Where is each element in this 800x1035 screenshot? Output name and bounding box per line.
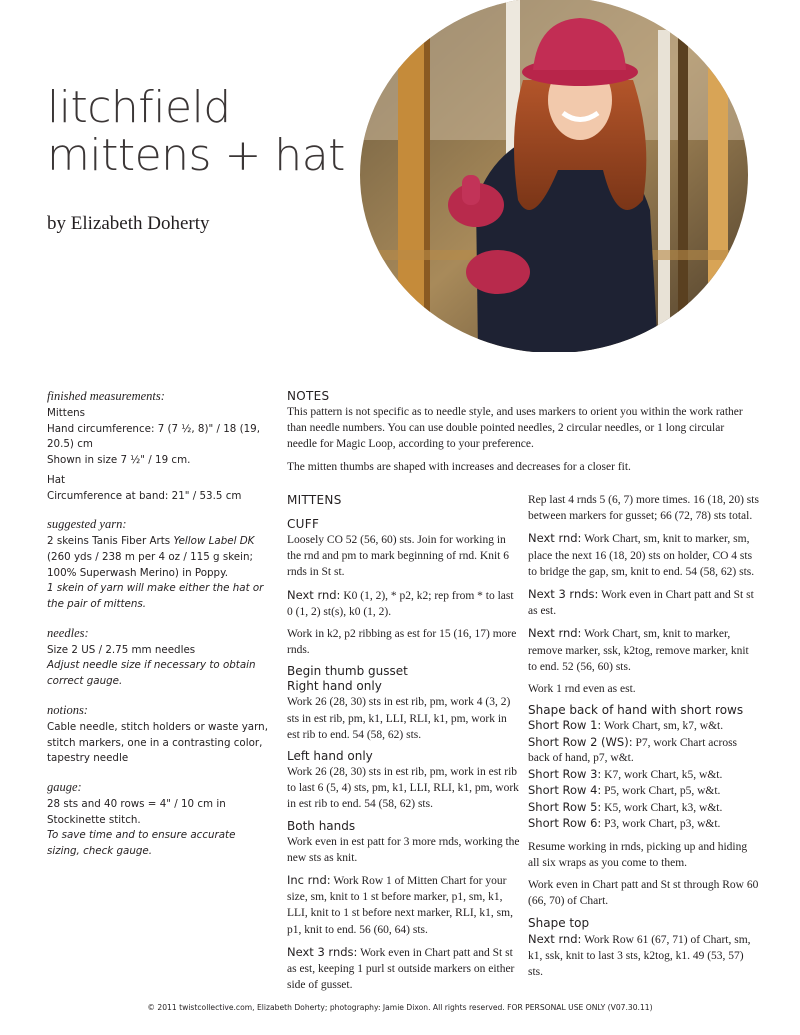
next-rnd-holder <box>528 530 760 580</box>
right-hand-paragraph: Work 26 (28, 30) sts in est rib, pm, work 4 (3, 2) sts in est rib, pm, k1, LLI, RLI, k1, pm, work in est rib to end. 54 (58, 62) sts. <box>287 696 511 741</box>
hat-label: Hat <box>47 473 66 486</box>
yarn-note: 1 skein of yarn will make either the hat or the pair of mittens. <box>47 582 264 611</box>
short-rows-heading: Shape back of hand with short rows <box>528 703 744 718</box>
gauge-heading: gauge: <box>47 779 82 794</box>
mittens-continued-column <box>528 492 760 986</box>
pattern-title <box>47 84 345 180</box>
inc-rnd-text: Work Row 1 of Mitten Chart for your size, sm, knit to 1 st before marker, p1, sm, k1, LLI, knit to 1 st before next marker, RLI, k1, sm, p1, knit to end. 56 (60, 64) sts. <box>287 875 513 936</box>
next-3-rnds-even-text: Work even in Chart patt and St st as est. <box>528 589 754 618</box>
short-row-1-label: Short Row 1: <box>528 718 602 733</box>
cuff-next-rnd <box>287 587 522 620</box>
yarn-details <box>47 534 269 581</box>
short-row-5-text: K5, work Chart, k3, w&t. <box>601 801 723 814</box>
notes-paragraph-2: The mitten thumbs are shaped with increases and decreases for a closer fit. <box>287 460 631 473</box>
short-row-2-label: Short Row 2 (WS): <box>528 734 633 749</box>
inc-rnd-label: Inc rnd: <box>287 873 331 888</box>
mittens-heading: MITTENS <box>287 493 342 507</box>
needles <box>47 626 269 690</box>
model-photo <box>358 0 749 352</box>
hat-circumference: Circumference at band: 21" / 53.5 cm <box>47 489 242 502</box>
next-rnd-holder-label: Next rnd: <box>528 531 582 546</box>
next-rnd-holder-text: Work Chart, sm, knit to marker, sm, place the next 16 (18, 20) sts on holder, CO 4 sts to bridge the gap, sm, knit to end. 54 (58, 62) sts. <box>528 533 755 578</box>
needles-note: Adjust needle size if necessary to obtain correct gauge. <box>47 659 256 688</box>
next-3-rnds-label: Next 3 rnds: <box>287 944 358 959</box>
short-row-4 <box>528 783 760 800</box>
left-hand-heading: Left hand only <box>287 749 373 764</box>
next-rnd-remove-text: Work Chart, sm, knit to marker, remove marker, ssk, k2tog, remove marker, knit to end. 52 (56, 60) sts. <box>528 628 749 673</box>
left-hand-paragraph: Work 26 (28, 30) sts in est rib, pm, work in est rib to last 6 (5, 4) sts, pm, k1, LLI, RLI, k1, pm, work in est rib to end. 54 (58, 62) sts. <box>287 766 519 811</box>
title-line-1: litchfield <box>47 82 231 133</box>
right-hand-heading: Right hand only <box>287 679 382 694</box>
gauge-note: To save time and to ensure accurate sizing, check gauge. <box>47 829 236 858</box>
needles-heading: needles: <box>47 625 89 640</box>
notes-paragraph-1: This pattern is not specific as to needle style, and uses markers to orient you within the work rather than needle numbers. You can use double pointed needles, 2 circular needles, or 1 long circular needle for Magic Loop, according to your preference. <box>287 406 743 451</box>
shown-size: Shown in size 7 ½" / 19 cm. <box>47 454 191 467</box>
work-even-paragraph: Work even in Chart patt and St st through Row 60 (66, 70) of Chart. <box>528 879 759 908</box>
gauge <box>47 780 269 860</box>
yarn-text-c: (260 yds / 238 m per 4 oz / 115 g skein; 100% Superwash Merino) in Poppy. <box>47 550 253 579</box>
next-3-rnds-text: Work even in Chart patt and St st as est, keeping 1 purl st outside markers on either side of gusset. <box>287 946 515 992</box>
ribbing-paragraph: Work in k2, p2 ribbing as est for 15 (16, 17) more rnds. <box>287 628 517 657</box>
next-rnd-label: Next rnd: <box>287 587 341 602</box>
finished-measurements-heading: finished measurements: <box>47 389 165 403</box>
notions <box>47 703 269 767</box>
short-row-3-text: K7, work Chart, k5, w&t. <box>601 768 723 781</box>
hand-circumference: Hand circumference: 7 (7 ½, 8)" / 18 (19, 20.5) cm <box>47 422 260 451</box>
next-3-rnds-even-label: Next 3 rnds: <box>528 587 599 602</box>
short-row-1-text: Work Chart, sm, k7, w&t. <box>601 720 724 733</box>
next-rnd-remove-label: Next rnd: <box>528 626 582 641</box>
shape-top-heading: Shape top <box>528 915 590 930</box>
short-row-4-label: Short Row 4: <box>528 783 602 798</box>
yarn-name: Yellow Label DK <box>173 535 255 548</box>
next-rnd-remove <box>528 625 760 675</box>
short-row-3 <box>528 767 760 784</box>
needles-text: Size 2 US / 2.75 mm needles <box>47 643 196 656</box>
resume-paragraph: Resume working in rnds, picking up and hiding all six wraps as you come to them. <box>528 840 748 869</box>
designer-byline: by Elizabeth Doherty <box>47 213 210 234</box>
work-1-rnd: Work 1 rnd even as est. <box>528 683 636 696</box>
short-row-6-label: Short Row 6: <box>528 816 602 831</box>
notes-section <box>287 388 757 481</box>
notions-text: Cable needle, stitch holders or waste yarn, stitch markers, one in a contrasting color, tapestry needle <box>47 720 268 765</box>
next-rnd-text: K0 (1, 2), * p2, k2; rep from * to last 0 (1, 2) st(s), k0 (1, 2). <box>287 589 514 618</box>
suggested-yarn-heading: suggested yarn: <box>47 517 127 532</box>
short-row-3-label: Short Row 3: <box>528 766 602 781</box>
mittens-column <box>287 492 522 999</box>
short-rows-list <box>528 718 760 833</box>
inc-rnd-paragraph <box>287 872 522 938</box>
next-3-rnds-even <box>528 586 760 619</box>
short-row-5 <box>528 800 760 817</box>
materials-column <box>47 389 269 873</box>
shape-top-text: Work Row 61 (67, 71) of Chart, sm, k1, ssk, knit to last 3 sts, k2tog, k1. 49 (53, 57) sts. <box>528 933 751 978</box>
cuff-heading: CUFF <box>287 517 320 531</box>
mittens-label: Mittens <box>47 407 86 419</box>
yarn-text-a: 2 skeins Tanis Fiber Arts <box>47 535 174 548</box>
notes-heading: NOTES <box>287 389 330 403</box>
short-row-5-label: Short Row 5: <box>528 799 602 814</box>
gusset-heading: Begin thumb gusset <box>287 664 408 679</box>
finished-measurements <box>47 389 269 504</box>
short-row-1 <box>528 718 760 735</box>
repeat-paragraph: Rep last 4 rnds 5 (6, 7) more times. 16 (18, 20) sts between markers for gusset; 66 (72, 78) sts total. <box>528 494 759 523</box>
next-3-rnds-paragraph <box>287 944 522 994</box>
both-hands-heading: Both hands <box>287 818 356 833</box>
title-line-2: mittens + hat <box>47 130 345 181</box>
both-hands-paragraph: Work even in est patt for 3 more rnds, working the new sts as knit. <box>287 835 520 864</box>
short-row-2 <box>528 735 760 767</box>
notions-heading: notions: <box>47 702 88 717</box>
suggested-yarn <box>47 517 269 613</box>
copyright-footer: © 2011 twistcollective.com, Elizabeth Doherty; photography: Jamie Dixon. All rights reserved. FOR PERSONAL USE ONLY (V07.30.11) <box>147 1003 653 1012</box>
shape-top-paragraph <box>528 931 760 981</box>
short-row-2-text: P7, work Chart across back of hand, p7, w&t. <box>528 736 738 765</box>
short-row-6-text: P3, work Chart, p3, w&t. <box>601 818 721 831</box>
cuff-paragraph: Loosely CO 52 (56, 60) sts. Join for working in the rnd and pm to mark beginning of rnd. Knit 6 rnds in St st. <box>287 534 509 579</box>
gauge-text: 28 sts and 40 rows = 4" / 10 cm in Stockinette stitch. <box>47 797 226 826</box>
short-row-6 <box>528 816 760 833</box>
short-row-4-text: P5, work Chart, p5, w&t. <box>601 785 721 798</box>
shape-top-label: Next rnd: <box>528 931 582 946</box>
